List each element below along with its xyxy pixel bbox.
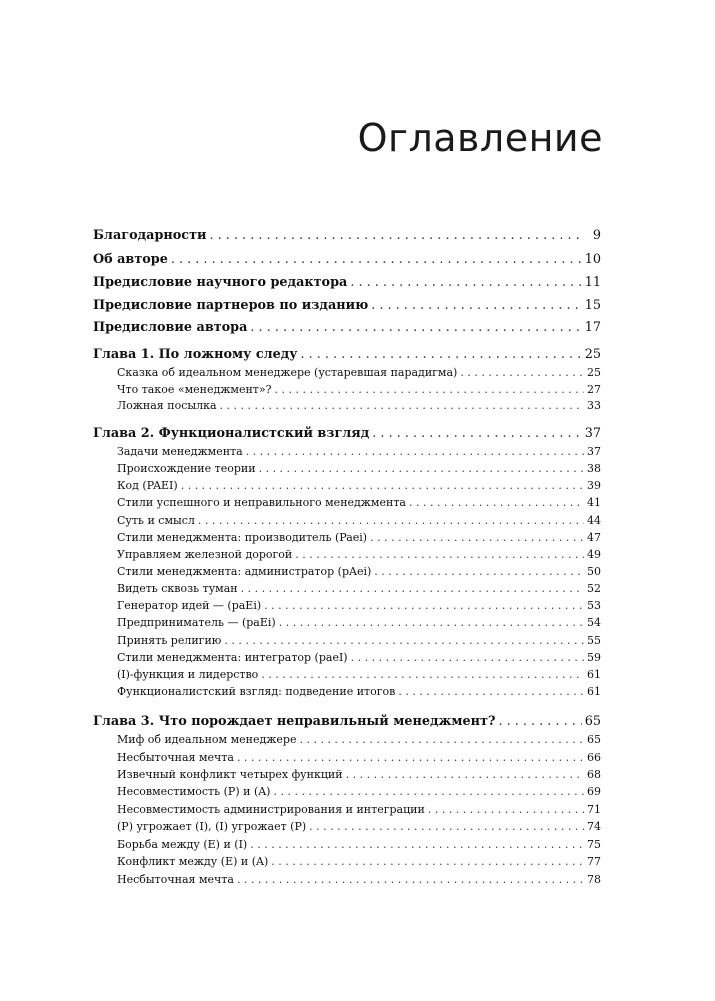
toc-section-title: Миф об идеальном менеджере (117, 733, 297, 746)
toc-section[interactable] (117, 513, 601, 529)
toc-section[interactable] (117, 767, 601, 783)
toc-section-page: 37 (587, 445, 601, 458)
toc-section-title: Что такое «менеджмент»? (117, 383, 272, 396)
toc-section-page: 53 (587, 599, 601, 612)
toc-entry-title: Предисловие партнеров по изданию (93, 298, 369, 313)
toc-section[interactable] (117, 478, 601, 494)
dot-leader (299, 732, 584, 748)
toc-entry-title: Благодарности (93, 228, 207, 243)
toc-section-title: Код (PAEI) (117, 479, 178, 492)
toc-entry-partners-preface[interactable] (93, 297, 601, 314)
toc-section-title: Суть и смысл (117, 514, 195, 527)
dot-leader (460, 365, 584, 381)
dot-leader (409, 495, 584, 511)
toc-entry-page: 25 (584, 347, 601, 362)
toc-section[interactable] (117, 461, 601, 477)
toc-section-title: Принять религию (117, 634, 222, 647)
toc-chapter-1[interactable] (93, 346, 601, 363)
dot-leader (246, 444, 584, 460)
toc-section-title: Функционалистский взгляд: подведение итогов (117, 685, 396, 698)
dot-leader (370, 530, 584, 546)
toc-section[interactable] (117, 365, 601, 381)
toc-section[interactable] (117, 530, 601, 546)
dot-leader (279, 615, 584, 631)
toc-section-title: Несовместимость (P) и (A) (117, 785, 271, 798)
toc-section-page: 61 (587, 685, 601, 698)
toc-section[interactable] (117, 872, 601, 888)
toc-section[interactable] (117, 547, 601, 563)
dot-leader (273, 784, 584, 800)
toc-section[interactable] (117, 667, 601, 683)
dot-leader (271, 854, 584, 870)
toc-entry-author-preface[interactable] (93, 319, 601, 336)
toc-section[interactable] (117, 382, 601, 398)
toc-section[interactable] (117, 819, 601, 835)
toc-chapter-2[interactable] (93, 425, 601, 442)
toc-section-page: 65 (587, 733, 601, 746)
toc-section-title: Стили менеджмента: интегратор (paeI) (117, 651, 348, 664)
toc-entry-title: Об авторе (93, 252, 168, 267)
toc-section-title: Несовместимость администрирования и интеграции (117, 803, 425, 816)
toc-section-page: 68 (587, 768, 601, 781)
toc-section-page: 27 (587, 383, 601, 396)
dot-leader (171, 251, 582, 268)
toc-section-title: Стили менеджмента: администратор (pAei) (117, 565, 372, 578)
dot-leader (309, 819, 584, 835)
toc-section-page: 52 (587, 582, 601, 595)
toc-section-page: 55 (587, 634, 601, 647)
toc-section[interactable] (117, 633, 601, 649)
toc-entry-page: 9 (592, 228, 601, 243)
dot-leader (275, 382, 585, 398)
dot-leader (220, 398, 584, 414)
toc-section-title: Управляем железной дорогой (117, 548, 293, 561)
toc-section-title: Предприниматель — (paEi) (117, 616, 276, 629)
toc-entry-editor-preface[interactable] (93, 274, 601, 291)
dot-leader (250, 319, 581, 336)
toc-section-page: 59 (587, 651, 601, 664)
toc-entry-title: Предисловие научного редактора (93, 275, 348, 290)
toc-section-page: 66 (587, 751, 601, 764)
toc-section-title: Стили менеджмента: производитель (Paei) (117, 531, 368, 544)
toc-section[interactable] (117, 732, 601, 748)
toc-section[interactable] (117, 684, 601, 700)
toc-section-page: 75 (587, 838, 601, 851)
dot-leader (237, 750, 584, 766)
toc-section[interactable] (117, 398, 601, 414)
dot-leader (295, 547, 584, 563)
toc-entry-page: 37 (584, 426, 601, 441)
toc-section-page: 77 (587, 855, 601, 868)
toc-entry-page: 10 (584, 252, 601, 267)
toc-section-page: 47 (587, 531, 601, 544)
toc-section-title: Генератор идей — (paEi) (117, 599, 262, 612)
toc-section[interactable] (117, 598, 601, 614)
dot-leader (350, 274, 581, 291)
toc-section-page: 71 (587, 803, 601, 816)
toc-entry-title: Глава 1. По ложному следу (93, 347, 298, 362)
dot-leader (428, 802, 584, 818)
toc-entry-acknowledgements[interactable] (93, 227, 601, 244)
dot-leader (372, 425, 581, 442)
toc-section[interactable] (117, 495, 601, 511)
toc-section-title: Несбыточная мечта (117, 751, 234, 764)
dot-leader (250, 837, 584, 853)
toc-section-page: 50 (587, 565, 601, 578)
toc-section-title: Стили успешного и неправильного менеджмента (117, 496, 406, 509)
toc-section-page: 33 (587, 399, 601, 412)
toc-section-title: Видеть сквозь туман (117, 582, 238, 595)
toc-section-title: Борьба между (E) и (I) (117, 838, 248, 851)
toc-entry-page: 65 (584, 714, 601, 729)
toc-section[interactable] (117, 784, 601, 800)
toc-entry-about-author[interactable] (93, 251, 601, 268)
toc-entry-page: 11 (584, 275, 601, 290)
toc-section-page: 25 (587, 366, 601, 379)
toc-entry-title: Глава 3. Что порождает неправильный менеджмент? (93, 714, 496, 729)
toc-section[interactable] (117, 581, 601, 597)
toc-entry-title: Предисловие автора (93, 320, 248, 335)
toc-section-page: 69 (587, 785, 601, 798)
toc-section-title: Сказка об идеальном менеджере (устаревшая парадигма) (117, 366, 458, 379)
toc-section-title: Задачи менеджмента (117, 445, 243, 458)
dot-leader (210, 227, 584, 244)
dot-leader (371, 297, 581, 314)
toc-section-page: 38 (587, 462, 601, 475)
dot-leader (264, 598, 584, 614)
toc-section-title: Извечный конфликт четырех функций (117, 768, 343, 781)
toc-section[interactable] (117, 750, 601, 766)
toc-section-page: 74 (587, 820, 601, 833)
dot-leader (498, 713, 581, 730)
dot-leader (301, 346, 582, 363)
toc-section[interactable] (117, 854, 601, 870)
dot-leader (237, 872, 584, 888)
toc-chapter-3[interactable] (93, 713, 601, 730)
dot-leader (398, 684, 584, 700)
toc-section-title: Конфликт между (E) и (A) (117, 855, 269, 868)
toc-section[interactable] (117, 615, 601, 631)
toc-section[interactable] (117, 837, 601, 853)
toc-section-page: 54 (587, 616, 601, 629)
toc-section-title: (I)-функция и лидерство (117, 668, 259, 681)
dot-leader (241, 581, 584, 597)
dot-leader (198, 513, 584, 529)
toc-section[interactable] (117, 802, 601, 818)
toc-section-page: 78 (587, 873, 601, 886)
toc-section-page: 41 (587, 496, 601, 509)
toc-entry-page: 15 (584, 298, 601, 313)
toc-entry-page: 17 (584, 320, 601, 335)
dot-leader (374, 564, 584, 580)
toc-section[interactable] (117, 650, 601, 666)
dot-leader (261, 667, 584, 683)
dot-leader (351, 650, 584, 666)
toc-section-title: Происхождение теории (117, 462, 256, 475)
toc-section-page: 44 (587, 514, 601, 527)
toc-section-page: 61 (587, 668, 601, 681)
toc-section[interactable] (117, 444, 601, 460)
dot-leader (181, 478, 584, 494)
page-title: Оглавление (357, 116, 603, 160)
toc-section-title: Ложная посылка (117, 399, 217, 412)
dot-leader (224, 633, 584, 649)
toc-section-title: Несбыточная мечта (117, 873, 234, 886)
toc-section-page: 39 (587, 479, 601, 492)
toc-section[interactable] (117, 564, 601, 580)
dot-leader (259, 461, 584, 477)
toc-entry-title: Глава 2. Функционалистский взгляд (93, 426, 370, 441)
dot-leader (346, 767, 584, 783)
toc-section-title: (P) угрожает (I), (I) угрожает (P) (117, 820, 307, 833)
toc-section-page: 49 (587, 548, 601, 561)
